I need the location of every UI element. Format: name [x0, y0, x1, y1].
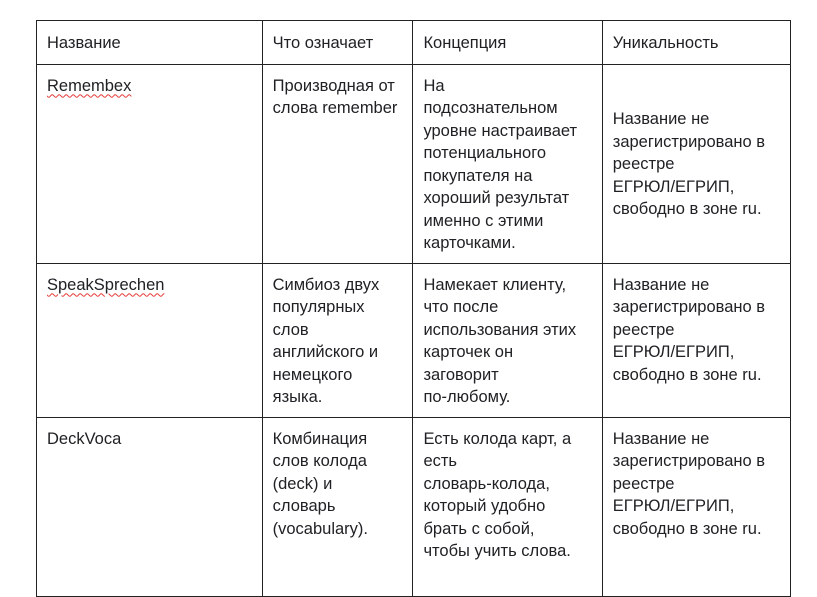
header-name: Название: [37, 21, 263, 65]
cell-meaning: Комбинация слов колода (deck) и словарь (vocabulary).: [262, 417, 413, 596]
cell-concept: Намекает клиенту, что после использования этих карточек он заговорит по-любому.: [413, 263, 602, 417]
header-meaning: Что означает: [262, 21, 413, 65]
table-row: [37, 263, 791, 417]
names-comparison-table: [36, 20, 791, 597]
cell-name: [37, 64, 263, 263]
name-text: DeckVoca: [47, 429, 122, 448]
header-uniqueness: Уникальность: [602, 21, 790, 65]
cell-meaning: Производная от слова remember: [262, 64, 413, 263]
cell-concept: Есть колода карт, а есть словарь-колода, который удобно брать с собой, чтобы учить слова.: [413, 417, 602, 596]
cell-uniqueness: Название не зарегистрировано в реестре ЕГРЮЛ/ЕГРИП, свободно в зоне ru.: [602, 417, 790, 596]
cell-uniqueness: Название не зарегистрировано в реестре ЕГРЮЛ/ЕГРИП, свободно в зоне ru.: [602, 263, 790, 417]
header-concept: Концепция: [413, 21, 602, 65]
name-text: SpeakSprechen: [47, 275, 165, 294]
cell-uniqueness: Название не зарегистрировано в реестре ЕГРЮЛ/ЕГРИП, свободно в зоне ru.: [602, 64, 790, 263]
cell-name: [37, 417, 263, 596]
table-header-row: [37, 21, 791, 65]
table-row: [37, 417, 791, 596]
name-text: Remembex: [47, 76, 132, 95]
cell-name: [37, 263, 263, 417]
table-row: [37, 64, 791, 263]
cell-concept: На подсознательном уровне настраивает потенциального покупателя на хороший результат именно с этими карточками.: [413, 64, 602, 263]
cell-meaning: Симбиоз двух популярных слов английского и немецкого языка.: [262, 263, 413, 417]
